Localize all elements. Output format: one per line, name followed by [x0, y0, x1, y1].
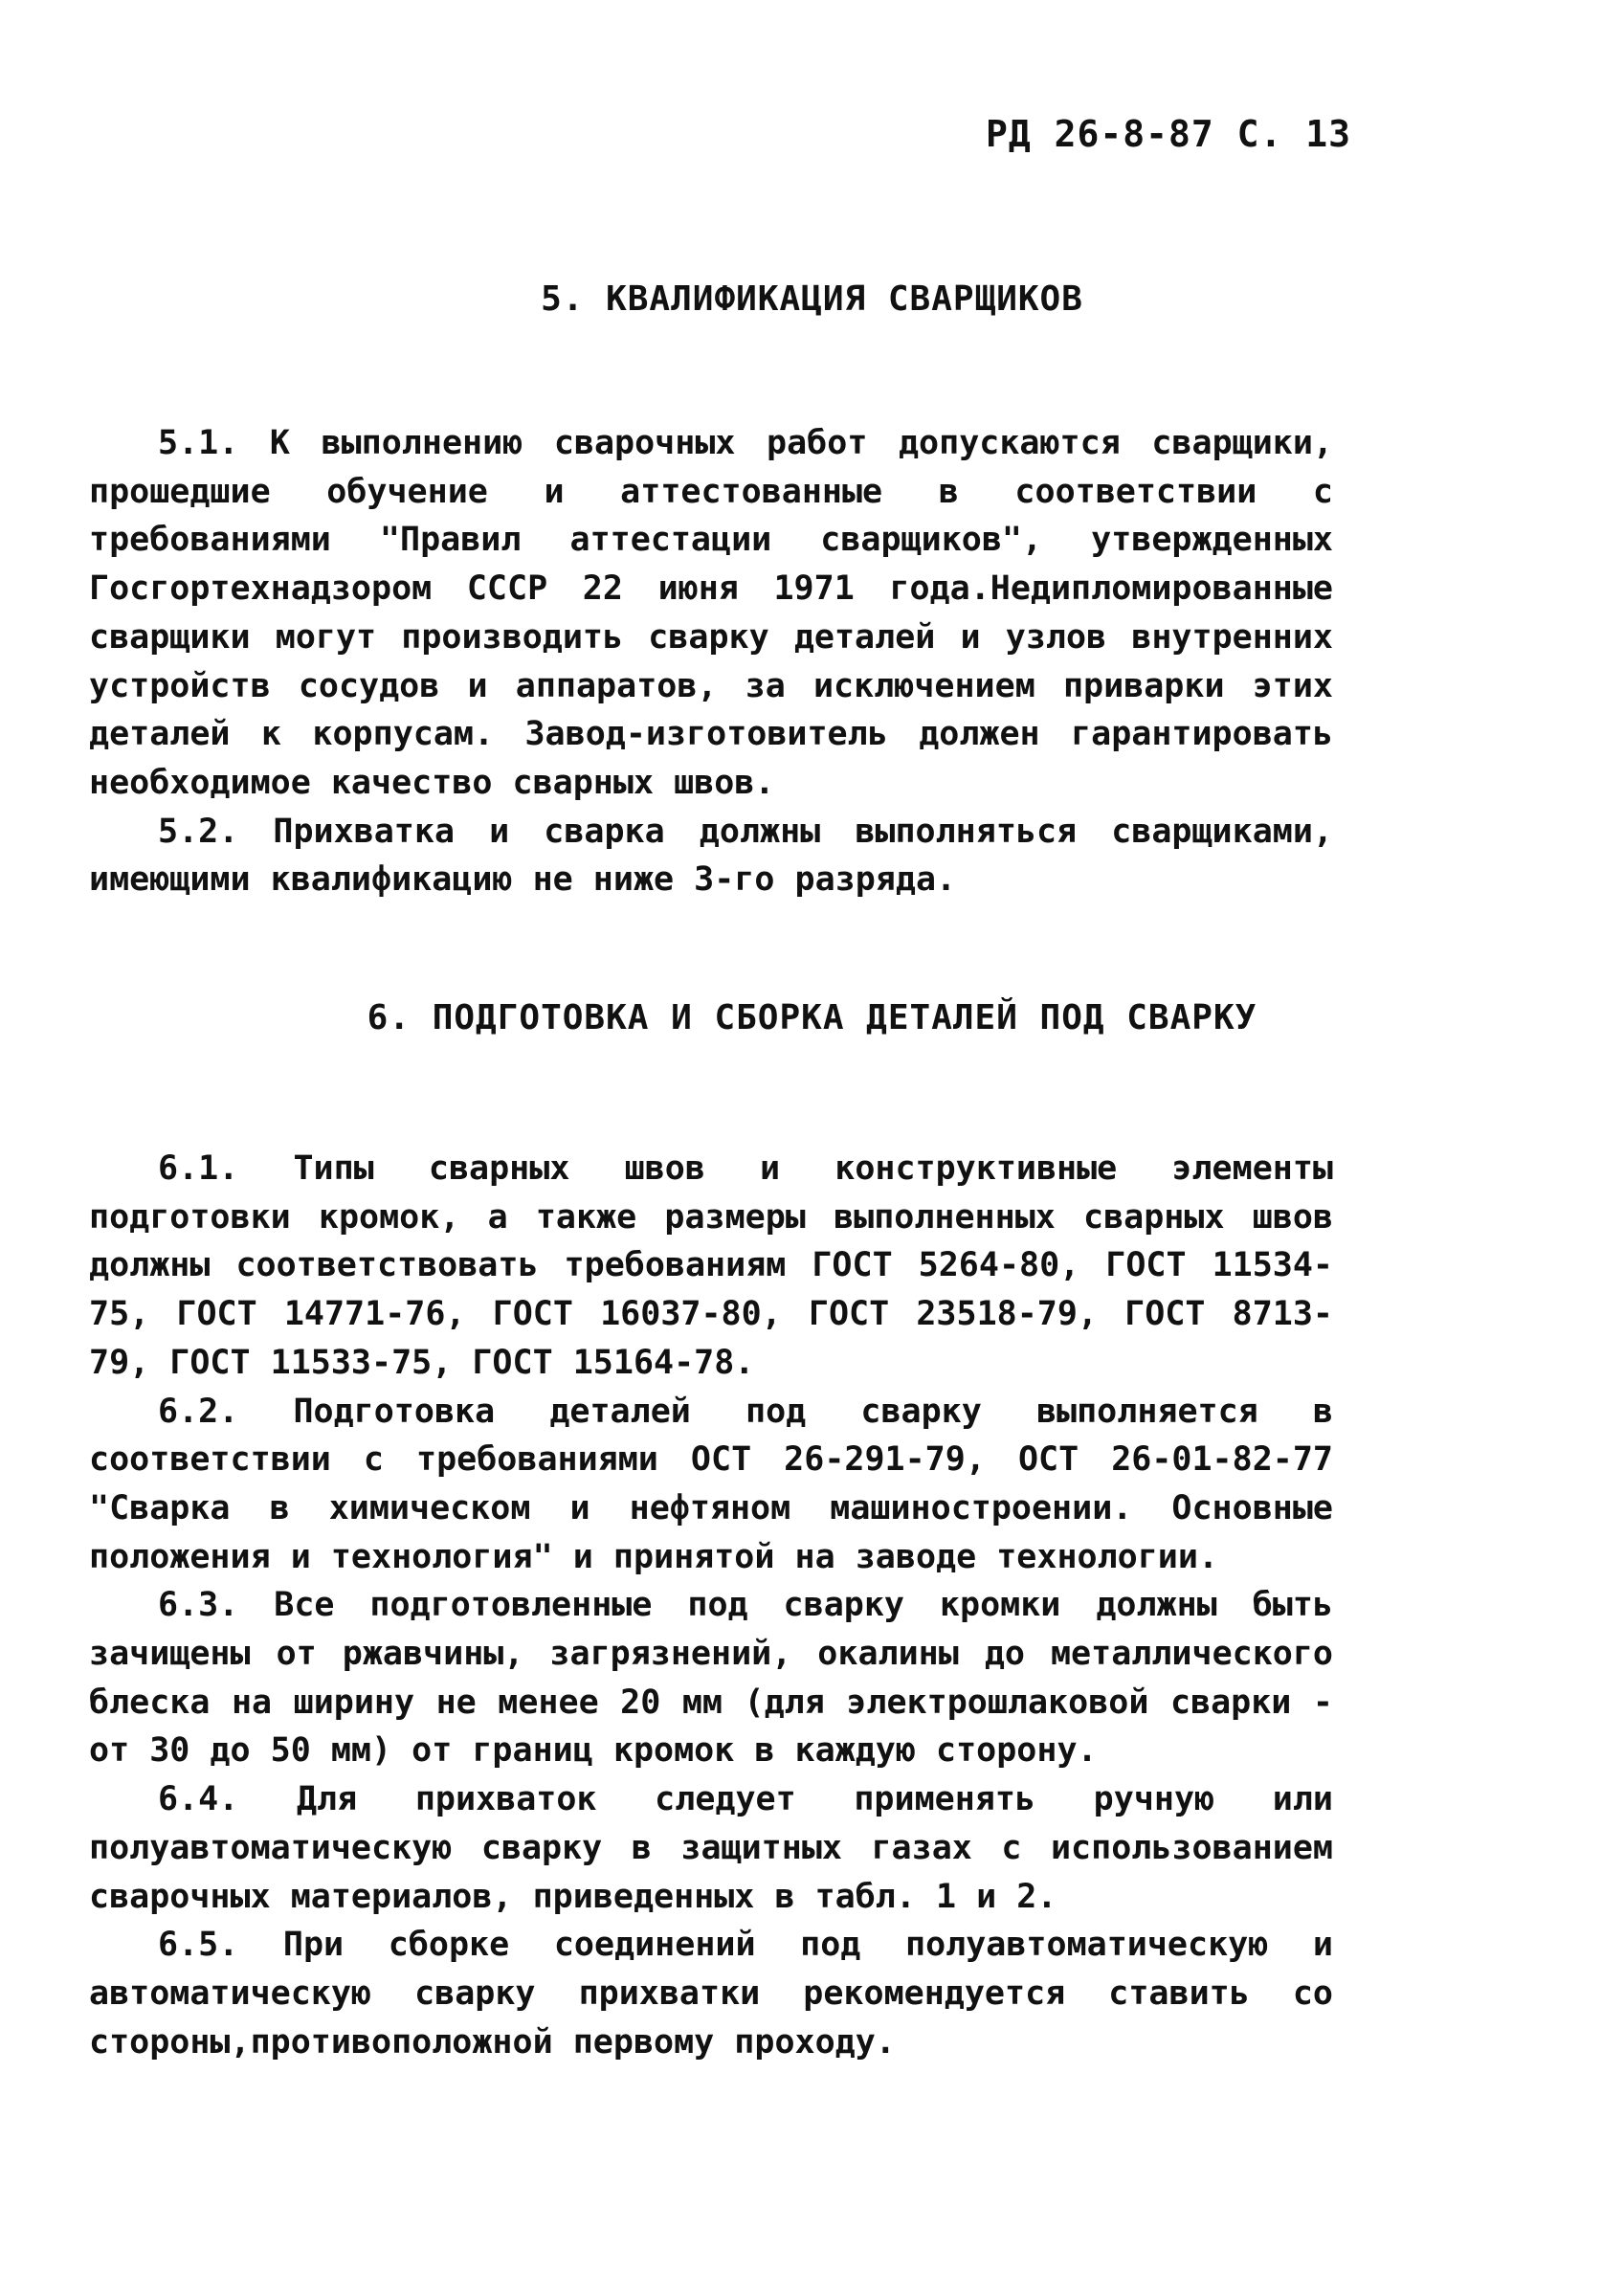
- paragraph-5-1: 5.1. К выполнению сварочных работ допускаются сварщики, прошедшие обучение и аттестованные в соответствии с требованиями "Правил аттестации сварщиков", утвержденных Госгортехнадзором СССР 22 июня 1971 года.Недипломированные сварщики могут производить сварку деталей и узлов внутренних устройств сосудов и аппаратов, за исключением приварки этих деталей к корпусам. Завод-изготовитель должен гарантировать необходимое качество сварных швов.: [89, 424, 1333, 802]
- section-5-title: 5. КВАЛИФИКАЦИЯ СВАРЩИКОВ: [541, 279, 1083, 319]
- page-header-doc-ref: РД 26-8-87 С. 13: [986, 113, 1352, 155]
- section-6-body: [89, 1145, 1333, 2066]
- paragraph-6-5: 6.5. При сборке соединений под полуавтоматическую и автоматическую сварку прихватки рекомендуется ставить со стороны,противоположной первому проходу.: [89, 1926, 1333, 2062]
- paragraph-6-4: 6.4. Для прихваток следует применять ручную или полуавтоматическую сварку в защитных газах с использованием сварочных материалов, приведенных в табл. 1 и 2.: [89, 1780, 1333, 1916]
- paragraph-5-2: 5.2. Прихватка и сварка должны выполняться сварщиками, имеющими квалификацию не ниже 3-го разряда.: [89, 812, 1333, 900]
- section-6-title: 6. ПОДГОТОВКА И СБОРКА ДЕТАЛЕЙ ПОД СВАРКУ: [367, 998, 1257, 1037]
- paragraph-6-2: 6.2. Подготовка деталей под сварку выполняется в соответствии с требованиями ОСТ 26-291-79, ОСТ 26-01-82-77 "Сварка в химическом и нефтяном машиностроении. Основные положения и технология" и принятой на заводе технологии.: [89, 1392, 1333, 1576]
- paragraph-6-1: 6.1. Типы сварных швов и конструктивные элементы подготовки кромок, а также размеры выполненных сварных швов должны соответствовать требованиям ГОСТ 5264-80, ГОСТ 11534-75, ГОСТ 14771-76, ГОСТ 16037-80, ГОСТ 23518-79, ГОСТ 8713-79, ГОСТ 11533-75, ГОСТ 15164-78.: [89, 1149, 1333, 1382]
- section-5-body: [89, 419, 1333, 904]
- paragraph-6-3: 6.3. Все подготовленные под сварку кромки должны быть зачищены от ржавчины, загрязнений, окалины до металлического блеска на ширину не менее 20 мм (для электрошлаковой сварки - от 30 до 50 мм) от границ кромок в каждую сторону.: [89, 1586, 1333, 1771]
